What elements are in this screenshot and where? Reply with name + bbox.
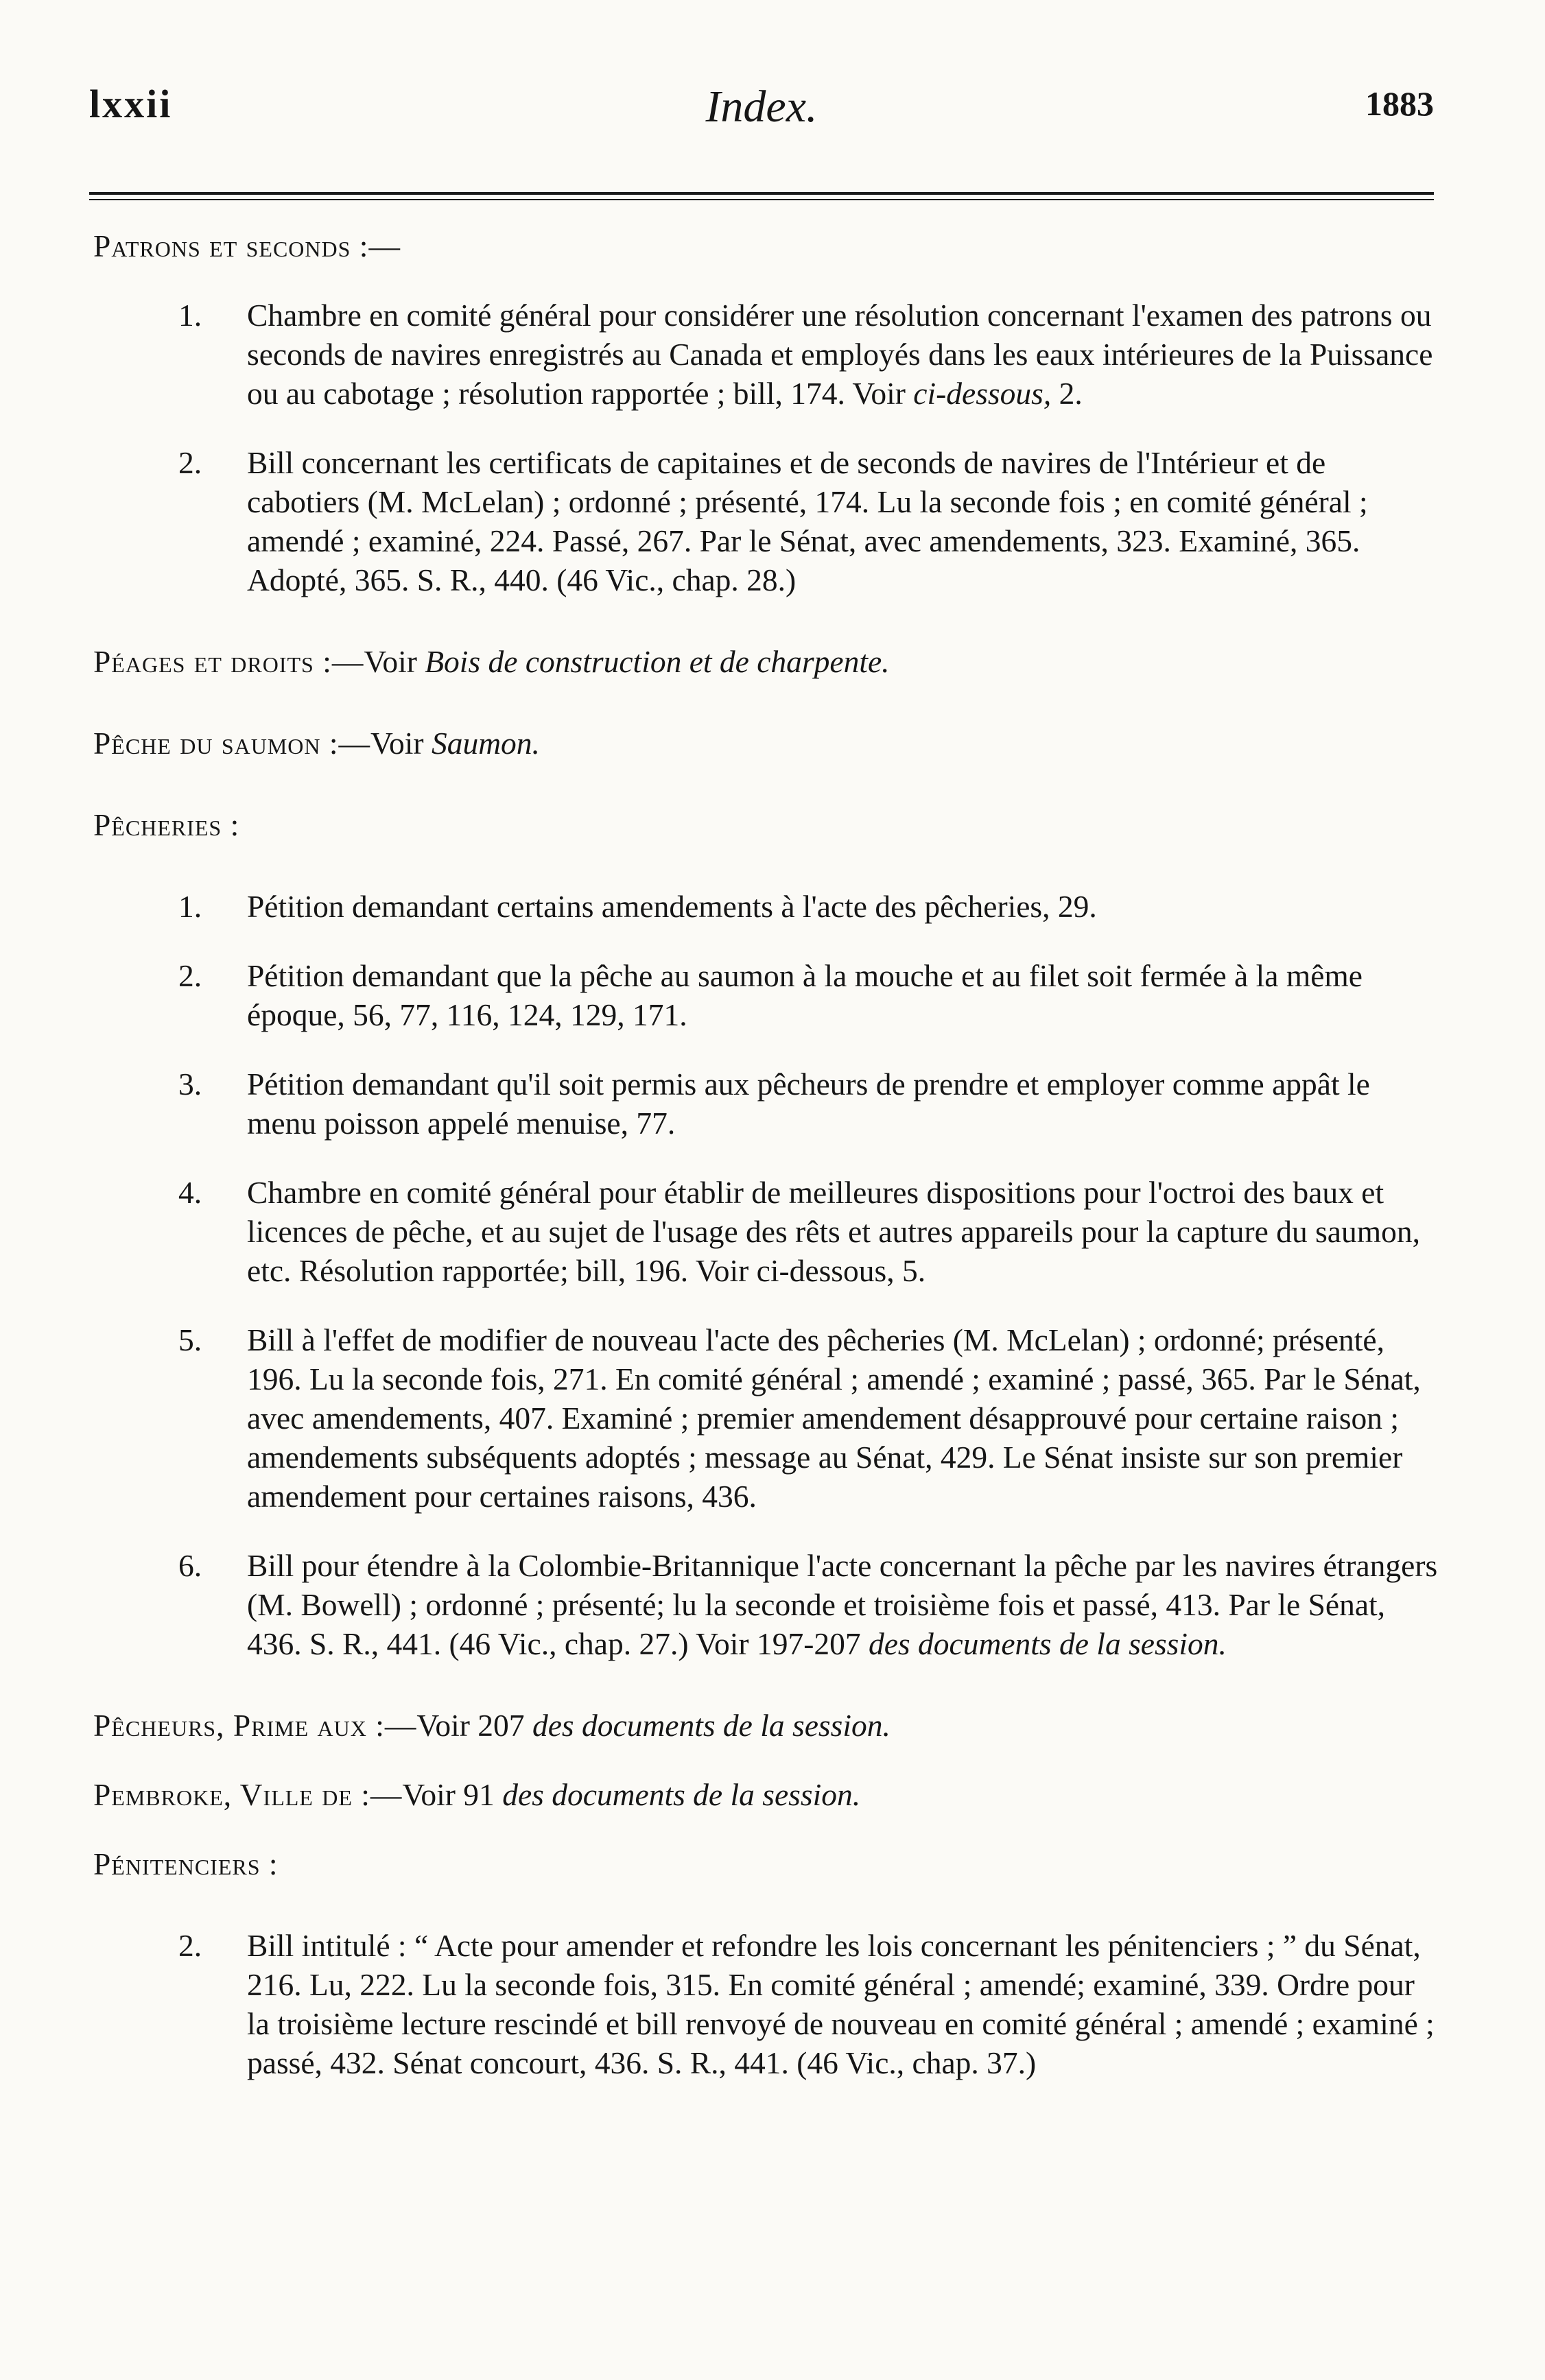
running-title: Index.: [705, 82, 818, 132]
heading-peages: Péages et droits :—Voir Bois de construction et de charpente.: [93, 644, 890, 679]
entry-pecheries-4: 4. Chambre en comité général pour établir de meilleures dispositions pour l'octroi des baux et licences de pêche, et au sujet de l'usage des rêts et autres appareils pour la capture du saumon, etc. Résolution rapportée; bill, 196. Voir ci-dessous, 5.: [178, 1175, 1420, 1288]
year: 1883: [1365, 84, 1434, 123]
entry-pecheries-1: 1. Pétition demandant certains amendements à l'acte des pêcheries, 29.: [178, 889, 1097, 924]
entry-patrons-1: 1. Chambre en comité général pour considérer une résolution concernant l'examen des patrons ou seconds de navires enregistrés au Canada et employés dans les eaux intérieures de la Puissance ou au cabotage ; résolution rapportée ; bill, 174. Voir ci-dessous, 2.: [178, 298, 1433, 411]
heading-penitenciers: Pénitenciers :: [93, 1846, 279, 1881]
header-rule-thin: [89, 199, 1434, 200]
heading-pembroke: Pembroke, Ville de :—Voir 91 des documents de la session.: [93, 1777, 861, 1812]
page-header: [89, 81, 1434, 156]
heading-peche-saumon: Pêche du saumon :—Voir Saumon.: [93, 726, 540, 761]
entry-patrons-2: 2. Bill concernant les certificats de capitaines et de seconds de navires de l'Intérieur et de cabotiers (M. McLelan) ; ordonné ; présenté, 174. Lu la seconde fois ; en comité général ; amendé ; examiné, 224. Passé, 267. Par le Sénat, avec amendements, 323. Examiné, 365. Adopté, 365. S. R., 440. (46 Vic., chap. 28.): [178, 445, 1368, 597]
index-content: [93, 226, 1438, 2082]
page-number: lxxii: [89, 82, 173, 126]
heading-patrons: Patrons et seconds :—: [93, 228, 401, 263]
heading-pecheries: Pêcheries :: [93, 807, 240, 842]
heading-pecheurs: Pêcheurs, Prime aux :—Voir 207 des documents de la session.: [93, 1708, 891, 1743]
entry-pecheries-5: 5. Bill à l'effet de modifier de nouveau l'acte des pêcheries (M. McLelan) ; ordonné; présenté, 196. Lu la seconde fois, 271. En comité général ; amendé ; examiné ; passé, 365. Par le Sénat, avec amendements, 407. Examiné ; premier amendement désapprouvé pour certaine raison ; amendements subséquents adoptés ; message au Sénat, 429. Le Sénat insiste sur son premier amendement pour certaines raisons, 436.: [178, 1322, 1421, 1514]
header-rule-thick: [89, 192, 1434, 195]
entry-pecheries-6: 6. Bill pour étendre à la Colombie-Britannique l'acte concernant la pêche par les navires étrangers (M. Bowell) ; ordonné ; présenté; lu la seconde et troisième fois et passé, 413. Par le Sénat, 436. S. R., 441. (46 Vic., chap. 27.) Voir 197-207 des documents de la session.: [178, 1548, 1438, 1661]
entry-penitenciers-2: 2. Bill intitulé : “ Acte pour amender et refondre les lois concernant les pénitenciers ; ” du Sénat, 216. Lu, 222. Lu la seconde fois, 315. En comité général ; amendé; examiné, 339. Ordre pour la troisième lecture rescindé et bill renvoyé de nouveau en comité général ; amendé ; examiné ; passé, 432. Sénat concourt, 436. S. R., 441. (46 Vic., chap. 37.): [178, 1928, 1435, 2080]
entry-pecheries-3: 3. Pétition demandant qu'il soit permis aux pêcheurs de prendre et employer comme appât le menu poisson appelé menuise, 77.: [178, 1067, 1370, 1141]
entry-pecheries-2: 2. Pétition demandant que la pêche au saumon à la mouche et au filet soit fermée à la même époque, 56, 77, 116, 124, 129, 171.: [178, 958, 1363, 1032]
